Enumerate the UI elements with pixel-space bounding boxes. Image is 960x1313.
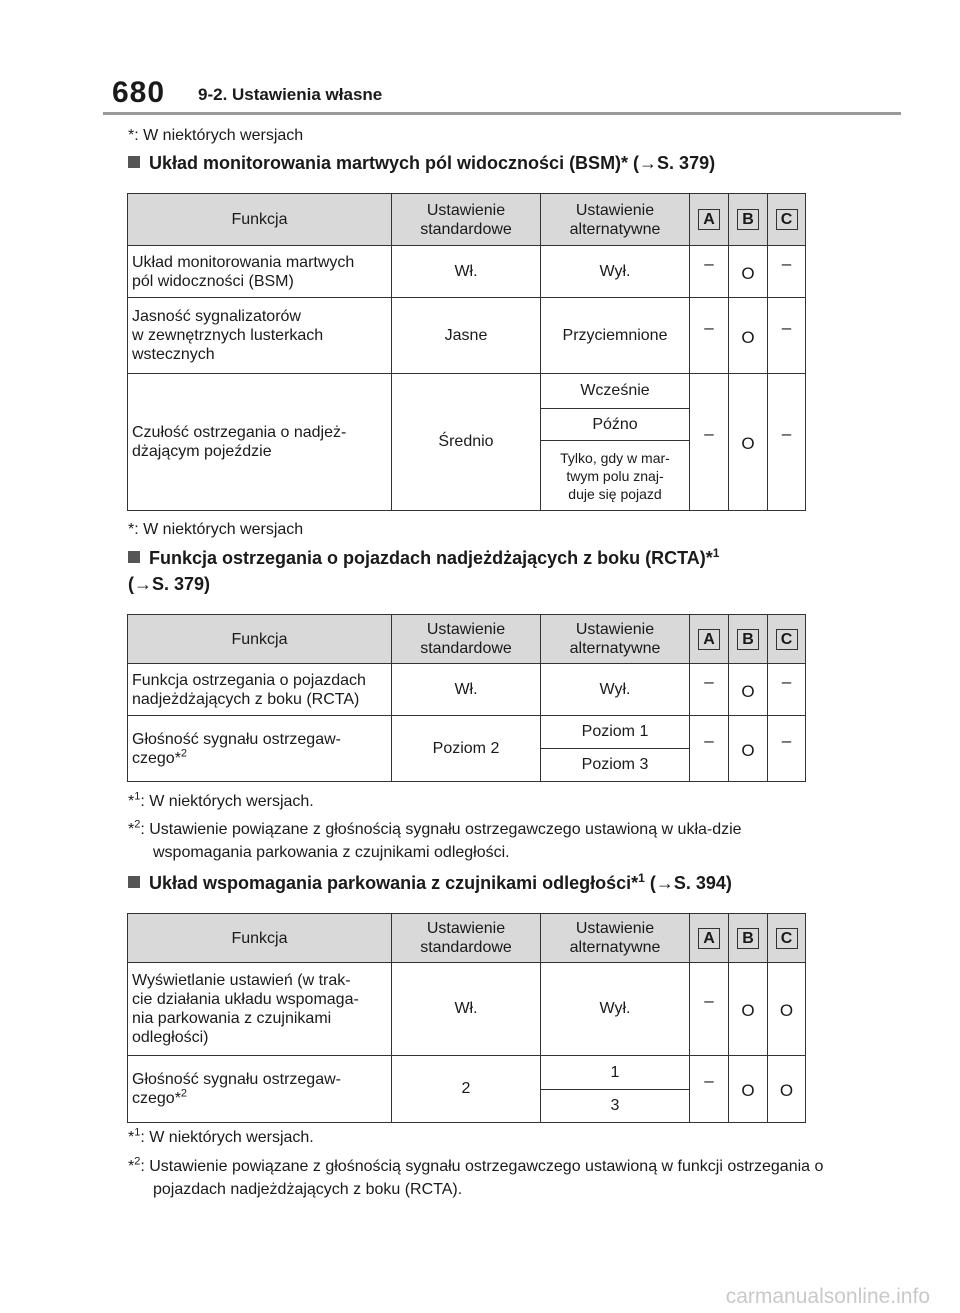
row-alternative: Poziom 3 xyxy=(541,749,690,782)
mark-b: O xyxy=(729,246,768,298)
row-function: Funkcja ostrzegania o pojazdach nadjeżdżających z boku (RCTA) xyxy=(128,664,392,716)
letter-a-icon: A xyxy=(698,209,720,230)
col-b xyxy=(729,615,768,664)
mark-b: O xyxy=(729,374,768,511)
row-function: Głośność sygnału ostrzegaw- czego*$^2$ xyxy=(128,716,392,782)
col-funkcja: Funkcja xyxy=(128,914,392,963)
row-standard: Poziom 2 xyxy=(392,716,541,782)
row-standard: Średnio xyxy=(392,374,541,511)
col-b xyxy=(729,194,768,246)
row-standard: 2 xyxy=(392,1056,541,1123)
mark-b: O xyxy=(729,664,768,716)
letter-a-icon: A xyxy=(698,928,720,949)
col-a xyxy=(690,194,729,246)
rcta-table xyxy=(127,614,806,782)
pds-heading-text: Układ wspomagania parkowania z czujnikami odległości* xyxy=(149,873,639,893)
mark-b: O xyxy=(729,716,768,782)
mark-a: – xyxy=(690,246,729,298)
mark-c: – xyxy=(768,664,806,716)
col-funkcja: Funkcja xyxy=(128,615,392,664)
col-funkcja: Funkcja xyxy=(128,194,392,246)
row-alternative: 1 xyxy=(541,1056,690,1090)
pds-table xyxy=(127,913,806,1123)
letter-b-icon: B xyxy=(737,629,759,650)
col-standard: Ustawienie standardowe xyxy=(392,194,541,246)
rcta-footnote-2: *$^2$: Ustawienie powiązane z głośnością sygnału ostrzegawczego ustawioną w ukła-dzie wspomagania parkowania z czujnikami odległości. xyxy=(128,818,742,861)
table-row xyxy=(128,298,806,374)
row-standard: Wł. xyxy=(392,664,541,716)
row-alternative: Przyciemnione xyxy=(541,298,690,374)
mark-c: – xyxy=(768,374,806,511)
row-alternative: Tylko, gdy w mar- twym polu znaj- duje się pojazd xyxy=(541,441,690,511)
row-standard: Jasne xyxy=(392,298,541,374)
mark-c: – xyxy=(768,298,806,374)
col-alternative: Ustawienie alternatywne xyxy=(541,194,690,246)
rcta-heading: Funkcja ostrzegania o pojazdach nadjeżdżających z boku (RCTA)*$^1$ (→S. 379) xyxy=(128,546,720,594)
row-alternative: Wył. xyxy=(541,963,690,1056)
bsm-table xyxy=(127,193,806,511)
pds-footnote-1: *$^1$: W niektórych wersjach. xyxy=(128,1126,314,1146)
row-alternative: Wył. xyxy=(541,246,690,298)
row-function: Układ monitorowania martwych pól widoczności (BSM) xyxy=(128,246,392,298)
page-header xyxy=(0,0,960,120)
table-header-row xyxy=(128,914,806,963)
bsm-pre-note: *: W niektórych wersjach xyxy=(128,127,304,144)
table-row xyxy=(128,963,806,1056)
mark-a: – xyxy=(690,716,729,782)
letter-c-icon: C xyxy=(776,629,798,650)
row-function: Jasność sygnalizatorów w zewnętrznych lusterkach wstecznych xyxy=(128,298,392,374)
row-alternative: Poziom 1 xyxy=(541,716,690,749)
page-number: 680 xyxy=(112,76,166,109)
mark-b: O xyxy=(729,1056,768,1123)
letter-c-icon: C xyxy=(776,209,798,230)
rcta-footnote-1: *$^1$: W niektórych wersjach. xyxy=(128,790,314,810)
letter-a-icon: A xyxy=(698,629,720,650)
row-alternative: Wył. xyxy=(541,664,690,716)
col-alternative: Ustawienie alternatywne xyxy=(541,615,690,664)
mark-b: O xyxy=(729,298,768,374)
col-standard: Ustawienie standardowe xyxy=(392,615,541,664)
col-a xyxy=(690,615,729,664)
table-row xyxy=(128,716,806,749)
mark-c: O xyxy=(768,1056,806,1123)
mark-a: – xyxy=(690,298,729,374)
mark-a: – xyxy=(690,1056,729,1123)
bsm-heading-text: Układ monitorowania martwych pól widoczności (BSM)* (→S. 379) xyxy=(149,153,716,173)
row-alternative: 3 xyxy=(541,1090,690,1123)
rcta-heading-text: Funkcja ostrzegania o pojazdach nadjeżdżających z boku (RCTA)* xyxy=(149,548,713,568)
row-function: Wyświetlanie ustawień (w trak- cie działania układu wspomaga- nia parkowania z czujnikami odległości) xyxy=(128,963,392,1056)
mark-c: – xyxy=(768,246,806,298)
table-row xyxy=(128,246,806,298)
table-row xyxy=(128,374,806,409)
col-a xyxy=(690,914,729,963)
mark-c: – xyxy=(768,716,806,782)
row-function: Czułość ostrzegania o nadjeż- dżającym pojeździe xyxy=(128,374,392,511)
col-b xyxy=(729,914,768,963)
rcta-heading-ref: (→S. 379) xyxy=(128,574,211,594)
section-title: 9-2. Ustawienia własne xyxy=(198,85,383,104)
row-standard: Wł. xyxy=(392,963,541,1056)
mark-b: O xyxy=(729,963,768,1056)
pds-heading: Układ wspomagania parkowania z czujnikami odległości*$^1$ (→S. 394) xyxy=(128,870,732,896)
rcta-pre-note: *: W niektórych wersjach xyxy=(128,521,304,538)
square-bullet-icon xyxy=(128,876,140,888)
square-bullet-icon xyxy=(128,156,140,168)
mark-a: – xyxy=(690,664,729,716)
col-alternative: Ustawienie alternatywne xyxy=(541,914,690,963)
table-row xyxy=(128,1056,806,1090)
bsm-heading xyxy=(128,150,715,176)
watermark: carmanualsonline.info xyxy=(725,1285,930,1308)
mark-a: – xyxy=(690,374,729,511)
mark-a: – xyxy=(690,963,729,1056)
row-standard: Wł. xyxy=(392,246,541,298)
header-rule xyxy=(103,112,901,115)
square-bullet-icon xyxy=(128,551,140,563)
pds-footnote-2: *$^2$: Ustawienie powiązane z głośnością sygnału ostrzegawczego ustawioną w funkcji ostrzegania o pojazdach nadjeżdżających z boku (RCTA). xyxy=(128,1155,824,1198)
col-standard: Ustawienie standardowe xyxy=(392,914,541,963)
col-c xyxy=(768,615,806,664)
table-header-row xyxy=(128,615,806,664)
letter-c-icon: C xyxy=(776,928,798,949)
row-alternative: Późno xyxy=(541,409,690,441)
row-alternative: Wcześnie xyxy=(541,374,690,409)
table-header-row xyxy=(128,194,806,246)
mark-c: O xyxy=(768,963,806,1056)
letter-b-icon: B xyxy=(737,928,759,949)
row-function: Głośność sygnału ostrzegaw- czego*$^2$ xyxy=(128,1056,392,1123)
table-row xyxy=(128,664,806,716)
letter-b-icon: B xyxy=(737,209,759,230)
col-c xyxy=(768,194,806,246)
col-c xyxy=(768,914,806,963)
